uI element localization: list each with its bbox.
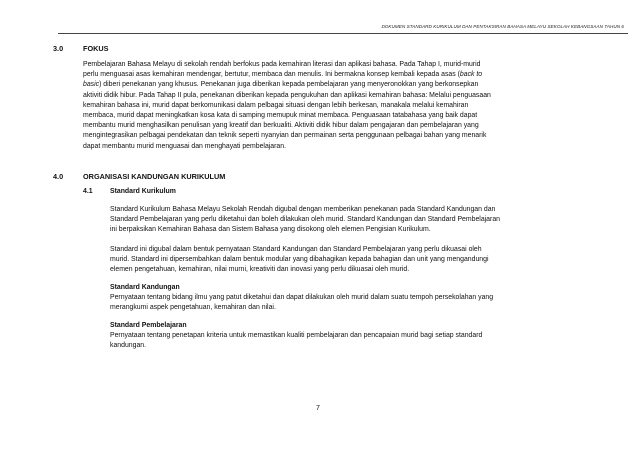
section-3-title: FOKUS — [83, 44, 109, 53]
text-line: merangkumi aspek pengetahuan, kemahiran dan nilai. — [110, 304, 276, 312]
text-line: ini berpaksikan Kemahiran Bahasa dan Sistem Bahasa yang disokong oleh elemen Pengisian Kurikulum. — [110, 226, 431, 234]
section-3-paragraph — [83, 60, 585, 152]
text-line: kemahiran bahasa ini, murid dapat berkomunikasi dalam pelbagai situasi dengan lebih berkesan, manakala melalui kemahiran — [83, 101, 469, 109]
running-header: DOKUMEN STANDARD KURIKULUM DAN PENTAKSIRAN BAHASA MELAYU SEKOLAH KEBANGSAAN TAHUN 6 — [381, 24, 624, 29]
text-line: perlu menguasai asas kemahiran mendengar, bertutur, membaca dan menulis. Ini bermakna konsep kembali kepada asas (back to — [83, 71, 483, 79]
section-3-number: 3.0 — [53, 44, 64, 53]
subsection-4-1-paragraph-1 — [110, 205, 585, 236]
page-number: 7 — [316, 405, 320, 412]
section-4-title: ORGANISASI KANDUNGAN KURIKULUM — [83, 172, 226, 181]
header-rule — [58, 33, 628, 34]
text-line: kandungan. — [110, 342, 147, 350]
text-line: Pernyataan tentang bidang ilmu yang patut diketahui dan dapat dilakukan oleh murid dalam suatu tempoh persekolahan yang — [110, 294, 494, 301]
subsection-4-1-title: Standard Kurikulum — [110, 188, 176, 195]
text-line: Pernyataan tentang penetapan kriteria untuk memastikan kualiti pembelajaran dan pencapaian murid bagi setiap standard — [110, 332, 483, 339]
italic-phrase: back to — [459, 71, 483, 79]
definition-standard-pembelajaran — [110, 331, 585, 351]
definition-standard-kandungan — [110, 293, 585, 313]
text-line: mengintegrasikan pelbagai pendekatan dan teknik seperti nyanyian dan permainan serta penggunaan pelbagai bahan yang menarik — [83, 132, 487, 140]
text-line: basic) diberi penekanan yang khusus. Penekanan juga diberikan kepada pembelajaran yang menyeronokkan yang berkonsepkan — [83, 81, 479, 89]
section-4-number: 4.0 — [53, 172, 64, 181]
text-line: membantu murid menghasilkan penulisan yang kreatif dan berkualiti. Aktiviti didik hibur dalam pengajaran dan pembelajaran yang — [83, 122, 479, 130]
subsection-4-1-paragraph-2 — [110, 245, 585, 276]
definition-heading-standard-kandungan: Standard Kandungan — [110, 284, 180, 291]
italic-phrase: basic — [83, 81, 100, 89]
text-line: Pembelajaran Bahasa Melayu di sekolah rendah berfokus pada kemahiran literasi dan aplikasi bahasa. Pada Tahap I, murid-murid — [83, 61, 481, 68]
definition-heading-standard-pembelajaran: Standard Pembelajaran — [110, 322, 187, 329]
text-line: dapat membantu murid menguasai dan menghayati pembelajaran. — [83, 142, 287, 150]
text-line: Standard Pembelajaran yang perlu diketahui dan boleh dilakukan oleh murid. Standard Kandungan dan Standard Pembelajaran — [110, 216, 500, 224]
text-line: membaca, murid dapat meningkatkan kosa kata di samping memupuk minat membaca. Penguasaan tatabahasa yang baik dapat — [83, 112, 478, 120]
text-line: elemen pengetahuan, kemahiran, nilai murni, kreativiti dan inovasi yang perlu dikuasai oleh murid. — [110, 266, 410, 274]
text-line: murid. Standard ini dipersembahkan dalam bentuk modular yang dibahagikan kepada bahagian dan unit yang mengandungi — [110, 256, 489, 264]
subsection-4-1-number: 4.1 — [83, 188, 93, 195]
text-line: aktiviti didik hibur. Pada Tahap II pula, penekanan diberikan kepada pengukuhan dan aplikasi kemahiran bahasa: Melalui penguasaan — [83, 91, 491, 99]
text-line: Standard Kurikulum Bahasa Melayu Sekolah Rendah digubal dengan memberikan penekanan pada Standard Kandungan dan — [110, 206, 496, 213]
text-line: Standard ini digubal dalam bentuk pernyataan Standard Kandungan dan Standard Pembelajaran yang perlu dikuasai oleh — [110, 246, 482, 253]
